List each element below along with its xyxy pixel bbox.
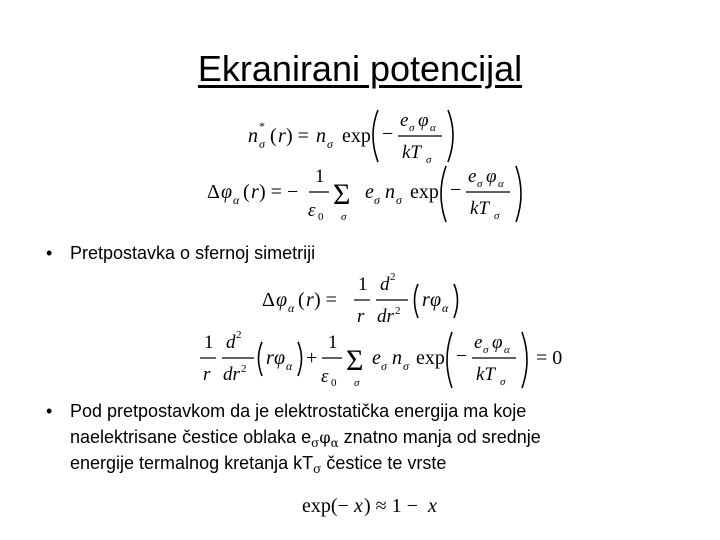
svg-text:= 0: = 0 [536,347,563,369]
svg-text:0: 0 [331,377,337,389]
svg-text:r: r [251,181,259,203]
bullet-text [70,398,670,476]
svg-text:kT: kT [476,364,495,385]
svg-text:σ: σ [259,137,265,151]
svg-text:n: n [392,347,402,369]
svg-text:σ: σ [494,210,500,222]
svg-text:2: 2 [395,305,401,317]
svg-text:ε: ε [321,366,329,387]
svg-text:σ: σ [381,359,387,373]
svg-text:α: α [504,344,510,356]
sigma-subscript: σ [313,462,322,476]
svg-text:+: + [306,347,318,369]
slide-title: Ekranirani potencijal [197,48,523,89]
svg-text:(: ( [270,125,277,147]
svg-text:φ: φ [492,332,503,353]
svg-text:*: * [259,119,265,133]
svg-text:ε: ε [308,200,316,221]
svg-text:−: − [456,345,468,367]
svg-text:x: x [428,495,437,517]
svg-text:exp: exp [416,347,445,369]
svg-text:σ: σ [483,344,489,356]
svg-text:) =: ) = [314,289,337,311]
bullet-line-1: Pod pretpostavkom da je elektrostatička energija ma koje [70,401,527,421]
svg-text:d: d [380,274,390,295]
svg-text:α: α [286,359,293,373]
svg-text:kT: kT [402,142,421,163]
svg-text:Δ: Δ [207,181,220,203]
svg-text:(: ( [298,289,305,311]
bullet-line-3 [70,450,670,476]
svg-text:d: d [226,332,236,353]
bullet-marker: • [46,401,53,421]
svg-text:Σ: Σ [333,178,351,211]
svg-text:σ: σ [374,193,380,207]
line3-text-end: čestice te vrste [321,453,447,473]
svg-text:α: α [430,122,436,134]
equation-poisson-boltzmann [200,326,570,394]
svg-text:2: 2 [390,271,396,283]
svg-text:dr: dr [223,364,240,385]
line3-text: energije termalnog kretanja kT [70,453,314,473]
svg-text:Δ: Δ [262,289,275,311]
svg-text:φ: φ [221,181,233,203]
svg-text:e: e [372,347,381,369]
bullet-line-2 [70,424,670,450]
svg-text:σ: σ [396,193,402,207]
svg-text:σ: σ [477,178,483,190]
line2-text-end: znatno manja od srednje [338,427,541,447]
svg-text:1: 1 [328,332,338,353]
svg-text:1: 1 [315,166,325,187]
bullet-marker: • [46,243,53,263]
svg-text:e: e [400,110,409,131]
svg-text:n: n [385,181,395,203]
sigma-subscript: σ [311,436,320,450]
line2-text: naelektrisane čestice oblaka e [70,427,312,447]
svg-text:r: r [203,364,211,385]
svg-text:r: r [306,289,314,311]
bullet-text: Pretpostavka o sfernoj simetriji [70,243,316,263]
svg-text:φ: φ [486,166,497,187]
equation-exp-approximation [302,490,452,522]
svg-text:e: e [365,181,374,203]
svg-text:1: 1 [204,332,214,353]
svg-text:2: 2 [241,363,247,375]
svg-text:σ: σ [354,377,360,389]
svg-text:α: α [233,193,240,207]
svg-text:r: r [278,125,286,147]
equation-laplacian-sum [207,158,527,230]
svg-text:φ: φ [274,347,286,369]
equation-spherical-laplacian [262,268,472,332]
svg-text:φ: φ [418,110,429,131]
svg-text:r: r [266,347,274,369]
svg-text:σ: σ [403,359,409,373]
svg-text:σ: σ [409,122,415,134]
svg-text:α: α [498,178,504,190]
svg-text:Σ: Σ [346,344,364,377]
svg-text:1: 1 [358,274,368,295]
svg-text:) = −: ) = − [259,181,299,203]
svg-text:exp(−: exp(− [302,495,349,517]
svg-text:σ: σ [327,137,333,151]
svg-text:) ≈ 1 −: ) ≈ 1 − [364,495,418,517]
svg-text:0: 0 [318,211,324,223]
svg-text:kT: kT [470,198,489,219]
svg-text:σ: σ [500,376,506,388]
phi-symbol: φ [319,428,331,447]
svg-text:α: α [288,301,295,315]
svg-text:e: e [474,332,483,353]
svg-text:exp: exp [342,125,371,147]
svg-text:exp: exp [410,181,439,203]
svg-text:x: x [354,495,363,517]
svg-text:n: n [248,125,258,147]
svg-text:α: α [442,301,449,315]
svg-text:(: ( [243,181,250,203]
svg-text:e: e [468,166,477,187]
svg-text:r: r [422,289,430,311]
svg-text:σ: σ [426,154,432,166]
svg-text:dr: dr [377,306,394,327]
svg-text:) =: ) = [286,125,309,147]
svg-text:−: − [382,123,394,145]
svg-text:n: n [316,125,326,147]
alpha-subscript: α [330,436,339,450]
svg-text:2: 2 [236,329,242,341]
svg-text:r: r [357,306,365,327]
svg-text:σ: σ [341,211,347,223]
svg-text:φ: φ [430,289,442,311]
svg-text:−: − [450,179,462,201]
svg-text:φ: φ [276,289,288,311]
